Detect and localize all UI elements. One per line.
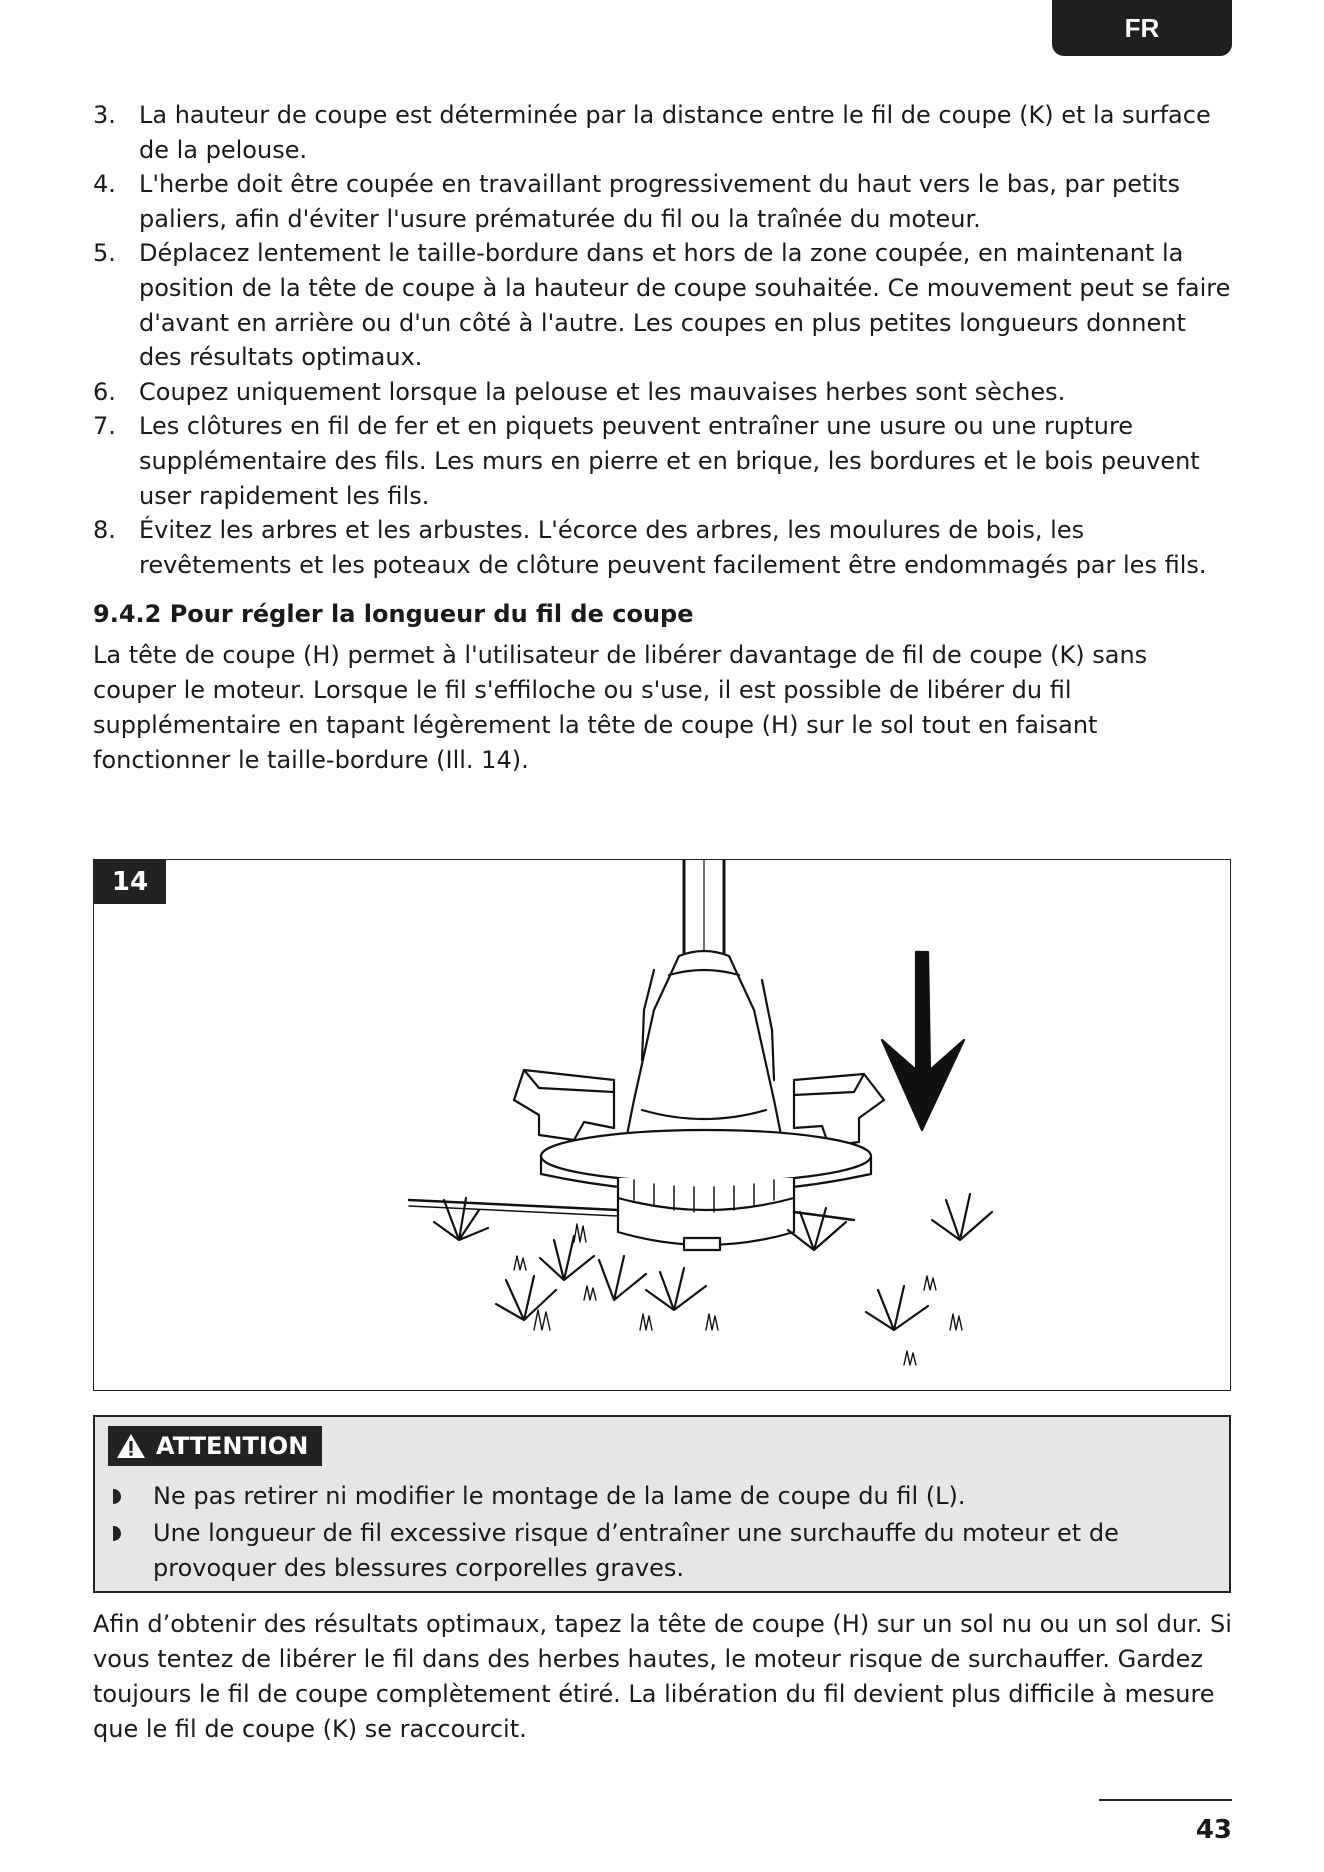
attention-item-text: Ne pas retirer ni modifier le montage de la lame de coupe du fil (L).	[153, 1482, 966, 1510]
list-item	[93, 409, 1233, 513]
language-tab	[1052, 0, 1232, 56]
step-text: Évitez les arbres et les arbustes. L'écorce des arbres, les moulures de bois, les revêtements et les poteaux de clôture peuvent facilement être endommagés par les fils.	[139, 516, 1207, 579]
step-number: 8.	[93, 516, 116, 545]
step-text: Déplacez lentement le taille-bordure dans et hors de la zone coupée, en maintenant la position de la tête de coupe à la hauteur de coupe souhaitée. Ce mouvement peut se faire d'avant en arrière ou d'un côté à l'autre. Les coupes en plus petites longueurs donnent des résultats optimaux.	[139, 239, 1231, 372]
step-text: Coupez uniquement lorsque la pelouse et les mauvaises herbes sont sèches.	[139, 377, 1066, 406]
step-number: 3.	[93, 101, 116, 129]
step-text: L'herbe doit être coupée en travaillant progressivement du haut vers le bas, par petits paliers, afin d'éviter l'usure prématurée du fil ou la traînée du moteur.	[139, 170, 1180, 233]
list-item	[93, 167, 1233, 236]
step-number: 7.	[93, 412, 116, 441]
bullet-icon	[113, 1526, 121, 1541]
step-text: La hauteur de coupe est déterminée par la distance entre le fil de coupe (K) et la surface de la pelouse.	[139, 101, 1211, 164]
illustration-14	[93, 859, 1231, 1391]
language-label: FR	[1124, 12, 1160, 43]
list-item	[93, 375, 1233, 410]
list-item	[109, 1516, 1199, 1586]
list-item	[109, 1479, 1199, 1514]
list-item	[93, 236, 1233, 374]
section-paragraph: La tête de coupe (H) permet à l'utilisateur de libérer davantage de fil de coupe (K) sans couper le moteur. Lorsque le fil s'effiloche ou s'use, il est possible de libérer du fil supplémentaire en tapant légèrement la tête de coupe (H) sur le sol tout en faisant fonctionner le taille-bordure (Ill. 14).	[93, 641, 1148, 775]
step-number: 4.	[93, 170, 116, 199]
attention-item-text: Une longueur de fil excessive risque d’entraîner une surchauffe du moteur et de provoquer des blessures corporelles graves.	[153, 1519, 1119, 1582]
list-item	[93, 513, 1233, 582]
warning-triangle-icon	[116, 1433, 146, 1459]
steps-list	[93, 98, 1233, 582]
main-content	[93, 98, 1233, 778]
bullet-icon	[113, 1489, 121, 1504]
step-number: 6.	[93, 377, 116, 406]
list-item	[93, 98, 1233, 167]
step-number: 5.	[93, 239, 116, 268]
page-number: 43	[1195, 1815, 1232, 1845]
step-text: Les clôtures en fil de fer et en piquets peuvent entraîner une usure ou une rupture supplémentaire des fils. Les murs en pierre et en brique, les bordures et le bois peuvent user rapidement les fils.	[139, 412, 1200, 510]
section-heading: 9.4.2 Pour régler la longueur du fil de coupe	[93, 600, 694, 629]
attention-title: ATTENTION	[156, 1432, 309, 1460]
attention-box	[93, 1415, 1231, 1593]
attention-title-badge	[108, 1426, 322, 1466]
trimmer-head-illustration	[94, 860, 1231, 1391]
closing-paragraph: Afin d’obtenir des résultats optimaux, tapez la tête de coupe (H) sur un sol nu ou un sol dur. Si vous tentez de libérer le fil dans des herbes hautes, le moteur risque de surchauffer. Gardez toujours le fil de coupe complètement étiré. La libération du fil devient plus difficile à mesure que le fil de coupe (K) se raccourcit.	[93, 1610, 1232, 1743]
attention-list	[109, 1479, 1199, 1588]
figure-label: 14	[94, 860, 166, 904]
footer-divider	[1099, 1799, 1232, 1801]
